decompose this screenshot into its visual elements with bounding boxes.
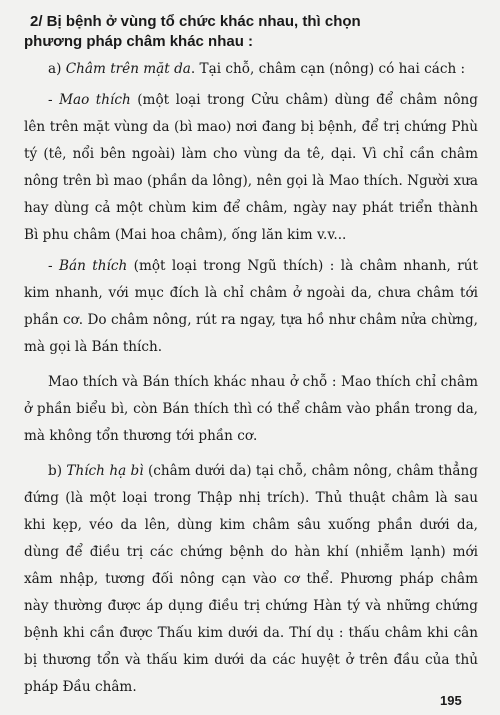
section-heading [24, 12, 478, 52]
paragraph-ban-thich [24, 253, 478, 361]
paragraph-b-prefix: b) [48, 463, 67, 479]
ban-thich-prefix: - [48, 258, 60, 274]
heading-line-1: 2/ Bị bệnh ở vùng tổ chức khác nhau, thì chọn [30, 13, 361, 30]
paragraph-a-title: Châm trên mặt da [65, 61, 191, 77]
mao-thich-term: Mao thích [59, 92, 131, 108]
paragraph-a [24, 56, 478, 83]
page-number: 195 [440, 693, 462, 708]
heading-line-2: phương pháp châm khác nhau : [24, 33, 254, 50]
paragraph-mao-thich [24, 87, 478, 249]
paragraph-b-term: Thích hạ bì [66, 463, 144, 479]
paragraph-compare [24, 369, 478, 450]
ban-thich-text: (một loại trong Ngũ thích) : là châm nhanh, rút kim nhanh, với mục đích là chỉ châm ở ngoài da, chưa châm tới phần cơ. Do châm nông, rút ra ngay, tựa hồ như châm nửa chừng, mà gọi là Bán thích. [24, 258, 478, 355]
paragraph-a-prefix: a) [48, 61, 66, 77]
mao-thich-prefix: - [48, 92, 60, 108]
paragraph-b [24, 458, 478, 701]
ban-thich-term: Bán thích [59, 258, 128, 274]
paragraph-a-text: . Tại chỗ, châm cạn (nông) có hai cách : [190, 61, 466, 77]
compare-text: Mao thích và Bán thích khác nhau ở chỗ : Mao thích chỉ châm ở phần biểu bì, còn Bán thích thì có thể châm vào phần trong da, mà không tổn thương tới phần cơ. [24, 374, 478, 444]
paragraph-b-text: (châm dưới da) tại chỗ, châm nông, châm thẳng đứng (là một loại trong Thập nhị trích). Thủ thuật châm là sau khi kẹp, véo da lên, dùng kim châm sâu xuống phần dưới da, dùng để điều trị các chứng bệnh do hàn khí (nhiễm lạnh) mới xâm nhập, tương đối nông cạn vào cơ thể. Phương pháp châm này thường được áp dụng điều trị chứng Hàn tý và những chứng bệnh khi cần được Thấu kim dưới da. Thí dụ : thấu châm khi cân bị thương tổn và thấu kim dưới da các huyệt ở trên đầu của thủ pháp Đầu châm. [24, 463, 478, 695]
mao-thich-text: (một loại trong Cửu châm) dùng để châm nông lên trên mặt vùng da (bì mao) nơi đang bị bệnh, để trị chứng Phù tý (tê, nổi bên ngoài) làm cho vùng da tê, dại. Vì chỉ cần châm nông trên bì mao (phần da lông), nên gọi là Mao thích. Người xưa hay dùng cả một chùm kim để châm, ngày nay phát triển thành Bì phu châm (Mai hoa châm), ống lăn kim v.v... [24, 92, 478, 243]
